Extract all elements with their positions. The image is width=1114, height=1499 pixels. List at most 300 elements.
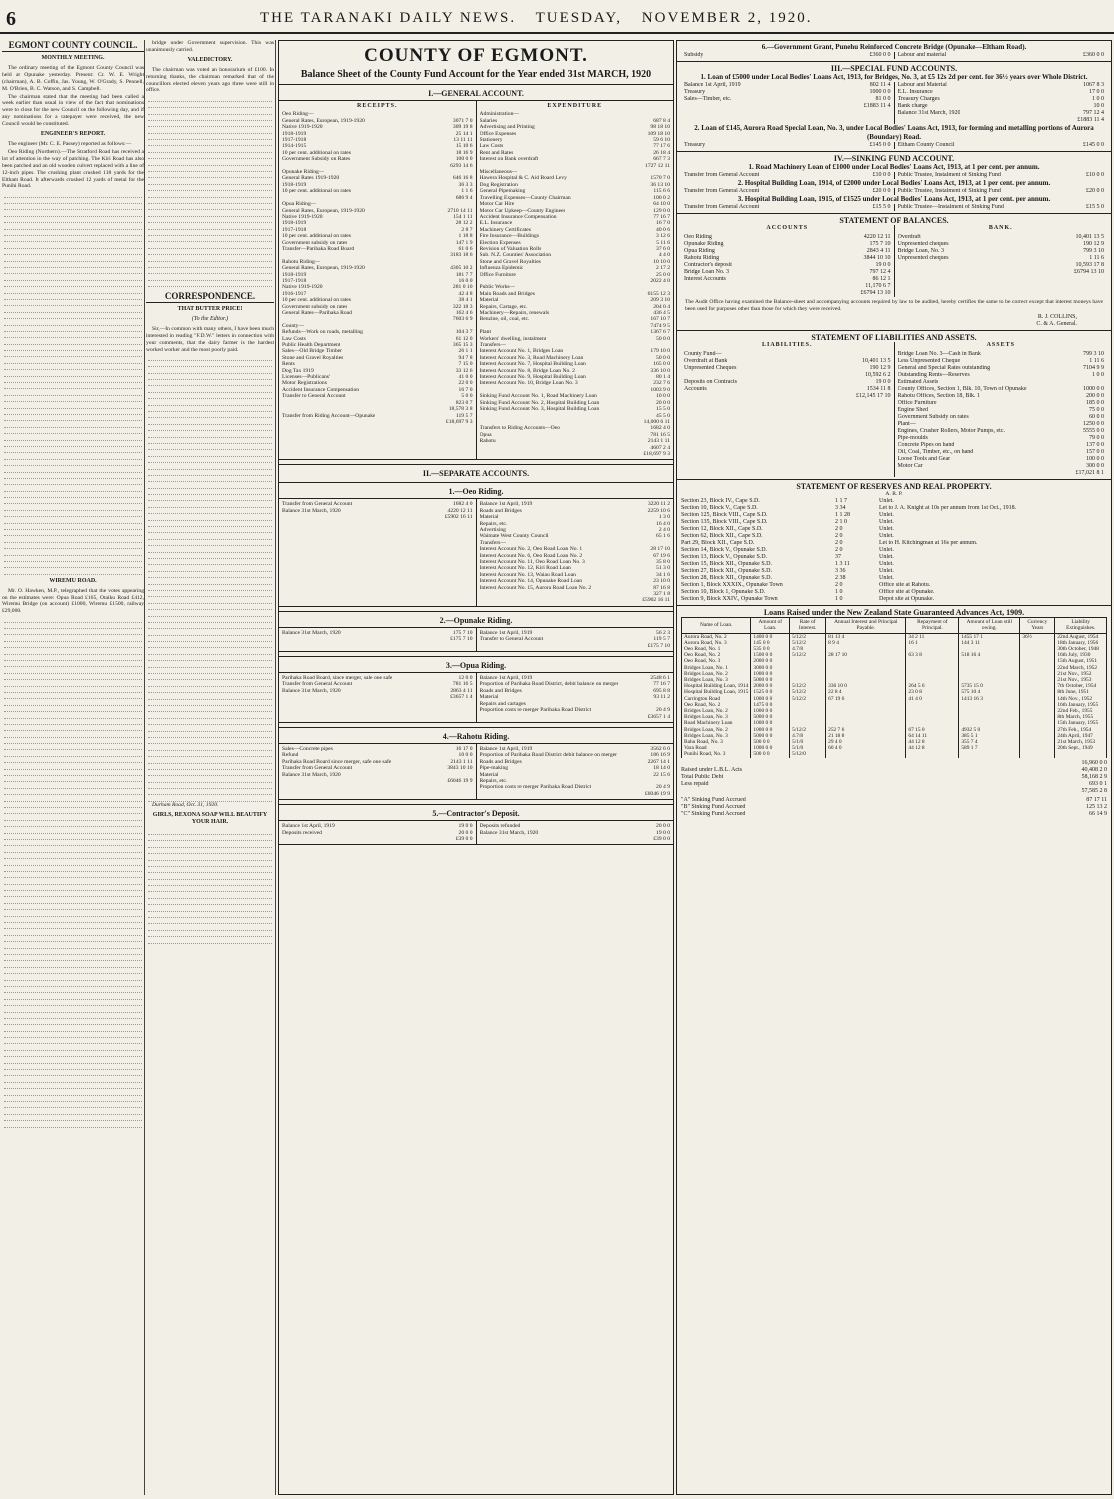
ledger-label: Public Trustee, Instalment of Sinking Fund (897, 172, 1001, 178)
ledger-amount: 109 18 10 (647, 130, 670, 137)
ledger-amount: £18,697 9 3 (643, 450, 670, 457)
liabilities-column (681, 342, 895, 477)
ledger-amount: 175 7 10 (869, 241, 891, 247)
reserve-area: 37 (835, 554, 841, 561)
ledger-label: Benzine, oil, coal, etc. (479, 316, 530, 323)
ledger-amount: £3657 1 4 (647, 713, 670, 720)
ledger-amount: 16 7 0 (656, 220, 670, 227)
loan-cell: Bridges Loan, No. 1 (682, 665, 751, 671)
ledger-amount: 365 15 3 (452, 342, 473, 349)
reserve-section: Section 28, Block XII., Opunake S.D. (681, 575, 772, 582)
reserve-note: Unlet. (879, 568, 894, 575)
reserve-section: Section 125, Block VIII., Cape S.D. (681, 512, 768, 519)
ledger-label: Sinking Fund Account No. 3, Hospital Building Loan (479, 406, 600, 413)
ledger-label: Opunake Riding— (282, 169, 325, 176)
article-body-text (146, 95, 274, 287)
ledger-amount: 51 3 0 (656, 565, 670, 572)
ledger-label: Interest Account No. 12, Kiri Road Loan (479, 565, 571, 572)
ledger-row (898, 52, 1105, 59)
ledger-row (898, 255, 1105, 262)
ledger-amount: 3183 18 6 (450, 252, 473, 259)
ledger-label: Material (479, 694, 499, 701)
loan-cell: 18th January, 1956 (1055, 640, 1107, 646)
engineer-report-heading: ENGINEER'S REPORT. (40, 131, 106, 138)
ledger-label: Plant (479, 329, 491, 336)
ledger-amount: £20 0 0 (1086, 188, 1104, 194)
ledger-label: Less Unpresented Cheque (897, 358, 961, 365)
ledger-amount: 81 0 0 (875, 96, 891, 102)
ledger-label: Transfer from General Account (684, 188, 760, 194)
ledger-row (681, 774, 1107, 781)
general-account-table (279, 100, 673, 460)
ledger-amount: 86 12 1 (872, 276, 891, 282)
loan-cell: 5/12/2 (790, 652, 826, 658)
ledger-row (681, 781, 1107, 788)
ledger-amount: 25 0 0 (656, 271, 670, 278)
sinking-accrued (681, 797, 1107, 818)
expenditure-rows (480, 111, 671, 457)
loan-cell: 36½ (1020, 633, 1055, 640)
ledger-label: Bridge Loan No. 3 (684, 269, 729, 275)
loan-cell: 145 0 0 (751, 640, 790, 646)
government-grant-section (677, 41, 1111, 62)
ledger-row (898, 82, 1105, 89)
ledger-label: Interest Account No. 13, Waiau Road Loan (479, 571, 576, 578)
ledger-label: Office Expenses (479, 130, 517, 137)
ledger-amount: 10,401 13 5 (1075, 234, 1104, 240)
ledger-label: 1914-1915 (282, 143, 307, 150)
ledger-row (898, 400, 1105, 407)
loans-table-body (682, 633, 1107, 758)
ledger-amount: 1 11 6 (1089, 255, 1104, 261)
ledger-label: Sales—Timber, etc. (684, 96, 732, 102)
separate-account-credit (477, 673, 674, 722)
special-fund-section (677, 62, 1111, 152)
ledger-label: Outstanding Rents—Reserves (897, 372, 970, 379)
ledger-row (480, 597, 671, 603)
loan-cell: Oeo Road, No. 2 (682, 702, 751, 708)
ledger-amount: 781 16 5 (452, 681, 473, 688)
ledger-right (895, 204, 1108, 211)
ledger-amount: 87 17 11 (1086, 796, 1107, 803)
reserve-note: Unlet. (879, 554, 894, 561)
ledger-label: Stone and Gravel Royalties (282, 354, 344, 361)
ledger-label: Refunds—Work on roads, metalling (282, 329, 363, 336)
ledger-row (684, 290, 891, 297)
ledger-label: Miscellaneous— (479, 169, 518, 176)
loan-cell: 1475 0 0 (751, 702, 790, 708)
ledger-label: Roads and Bridges (479, 687, 522, 694)
balance-sheet-subtitle: Balance Sheet of the County Fund Account for the Year ended 31st MARCH, 1920 (300, 69, 652, 80)
ledger-row (898, 442, 1105, 449)
loan-cell: 81 13 4 (826, 633, 906, 640)
loan-cell: 21st Nov., 1952 (1055, 671, 1107, 677)
ledger-amount: 300 0 0 (1086, 463, 1104, 470)
ledger-label: 1916-1917 (282, 290, 307, 297)
loan-cell: 15th January, 1955 (1055, 720, 1107, 726)
ledger-row (684, 172, 891, 179)
assets-column (895, 342, 1108, 477)
ledger-amount: 2 8 7 (461, 226, 473, 233)
ledger-label: Total Public Debt (681, 773, 724, 780)
ledger-label: Administration— (479, 111, 519, 118)
ledger-label: Rahotu (479, 438, 496, 445)
ledger-amount: 28 17 10 (650, 546, 670, 553)
ledger-amount: 4607 2 4 (650, 444, 670, 451)
reserve-section: Part 29, Block XII., Cape S.D. (681, 540, 755, 547)
ledger-label: Pipe-making (479, 765, 509, 772)
fund-block-title: 2. Loan of £145, Aurora Road Special Loan, No. 3, under Local Bodies' Loans Act, 1913, for forming and metalling portions of Aurora (Boundary) Road. (694, 124, 1094, 141)
reserve-note: Unlet. (879, 498, 894, 505)
ledger-amount: 1067 8 3 (1083, 82, 1104, 88)
ledger-label: General Rates, European, 1919-1920 (282, 117, 365, 124)
ledger-row (684, 204, 891, 211)
loan-cell: 60 4 0 (826, 745, 906, 751)
reserve-note: Office site at Rahotu. (879, 582, 931, 589)
ledger-amount: £360 0 0 (869, 52, 891, 58)
balances-title: STATEMENT OF BALANCES. (839, 216, 949, 225)
loan-cell: 67 15 0 (906, 727, 959, 733)
expenditure-heading: EXPENDITURE (547, 103, 603, 109)
reserve-section: Section 135, Block VIII., Cape S.D. (681, 519, 768, 526)
reserve-area: 1 0 (835, 589, 843, 596)
ledger-amount: £15 5 0 (1086, 204, 1104, 210)
liabilities-rows (684, 351, 891, 400)
ledger-row (898, 188, 1105, 195)
ledger-label: Overdraft (897, 234, 921, 240)
loans-title: Loans Raised under the New Zealand State Guaranteed Advances Act, 1909. (763, 608, 1025, 618)
fund-block-title: 3. Hospital Building Loan, 1915, of £1525 under Local Bodies' Loans Act, 1913, at 1 per cent. per annum. (737, 195, 1051, 203)
ledger-label: Advertising (479, 526, 506, 533)
ledger-label: Opua Riding (684, 248, 715, 254)
liabilities-section (677, 331, 1111, 480)
ledger-row (898, 379, 1105, 386)
loan-cell: 20th Sept., 1949 (1055, 745, 1107, 751)
ledger-label: Transfers— (479, 539, 507, 546)
ledger-amount: £15 5 0 (872, 204, 891, 210)
article-subheading: MONTHLY MEETING. (41, 55, 105, 61)
ledger-label: Parihaka Road Board, since merger, sale one safe (282, 675, 393, 682)
ledger-left (681, 172, 895, 179)
ledger-amount: 147 1 9 (455, 239, 473, 246)
ledger-label: Engines, Crusher Rollers, Motor Pumps, etc. (897, 428, 1005, 435)
paper-name: THE TARANAKI DAILY NEWS. (260, 10, 517, 26)
ledger-amount: 16 4 0 (656, 520, 670, 527)
loan-cell: 5/12/2 (790, 640, 826, 646)
ledger-amount: 797 12 4 (1083, 110, 1104, 116)
ledger-row (681, 767, 1107, 774)
loan-cell: 22 8 4 (826, 689, 906, 695)
ledger-row (898, 110, 1105, 117)
ledger-row (898, 248, 1105, 255)
ledger-amount: 2 4 0 (658, 526, 670, 533)
text-line-placeholder (148, 281, 272, 287)
ledger-amount: 4305 10 2 (450, 265, 473, 272)
loan-cell: 4932 5 0 (959, 727, 1020, 733)
ledger-amount: 10 10 0 (653, 258, 670, 265)
ledger-amount: 309 19 8 (452, 124, 473, 131)
ledger-row (898, 449, 1105, 456)
ledger-amount: 36 3 3 (458, 181, 473, 188)
ledger-amount: 26 18 4 (653, 149, 670, 156)
ledger-label: Oeo Riding (684, 234, 712, 240)
ledger-amount: 40 0 6 (656, 226, 670, 233)
ledger-amount: 1682 4 0 (650, 425, 670, 432)
loan-cell: 1000 0 0 (751, 727, 790, 733)
loan-cell: Vara Road (682, 745, 751, 751)
loans-table-header (682, 618, 1107, 633)
loan-cell (826, 751, 906, 757)
ledger-amount: 3071 7 0 (452, 117, 473, 124)
ledger-amount: 18 14 0 (653, 765, 670, 772)
ledger-label: Balance 1st April, 1919 (479, 501, 533, 508)
ledger-label: Election Expenses (479, 239, 521, 246)
reserve-row (681, 568, 1107, 575)
ledger-label: Subsidy (684, 52, 704, 58)
reserve-row (681, 512, 1107, 519)
ledger-label: Labour and Material (897, 82, 947, 88)
ledger-amount: 18 16 9 (455, 149, 473, 156)
loan-cell: 16th July, 1930 (1055, 652, 1107, 658)
loan-cell: 21st March, 1953 (1055, 739, 1107, 745)
loan-cell: Bridges Loan, No. 3 (682, 733, 751, 739)
ledger-row (684, 255, 891, 262)
ledger-label: Rahotu Offices, Section 18, Blk. 1 (897, 393, 981, 400)
ledger-row (898, 407, 1105, 414)
reserve-row (681, 561, 1107, 568)
ledger-row (684, 365, 891, 372)
loan-cell: 1000 0 0 (751, 720, 790, 726)
ledger-row (282, 419, 473, 425)
ledger-label: Roads and Bridges (479, 758, 522, 765)
ledger-amount: 281 0 10 (452, 284, 473, 291)
ledger-label: Interest Account No. 15, Aurora Road Loan No. 2 (479, 584, 592, 591)
ledger-amount: £17,021 8 1 (1075, 470, 1104, 477)
ledger-label: 1918-1919 (282, 181, 307, 188)
ledger-amount: 157 0 0 (1086, 449, 1104, 456)
ledger-amount: 165 0 0 (653, 361, 670, 368)
ledger-label: Interest Account No. 9, Hospital Building Loan (479, 374, 586, 381)
ledger-row (684, 358, 891, 365)
ledger-amount: 1 18 8 (458, 233, 473, 240)
ledger-left (681, 52, 895, 59)
ledger-label: Bridge Loan No. 3—Cash in Bank (897, 351, 981, 358)
loans-section (677, 606, 1111, 819)
ledger-label: E.L. Insurance (479, 220, 513, 227)
reserve-area: 2 0 (835, 547, 843, 554)
balances-accounts-column (681, 225, 895, 297)
ledger-label: Main Roads and Bridges (479, 290, 535, 297)
ledger-amount: 129 0 0 (653, 207, 670, 214)
ledger-row (282, 514, 473, 520)
fund-block-table (681, 82, 1107, 124)
receipts-rows (282, 111, 473, 425)
loan-cell: 41 4 0 (906, 696, 959, 702)
ledger-label: General Rates—Parihaka Road (282, 310, 352, 316)
ledger-amount: 3844 10 10 (863, 255, 891, 261)
loan-cell: 8th June, 1951 (1055, 689, 1107, 695)
ledger-amount: 19 0 0 (656, 829, 670, 836)
loan-cell: 5735 15 0 (959, 683, 1020, 689)
ledger-amount: 87 16 8 (653, 584, 670, 591)
ledger-amount: 19 0 0 (875, 379, 891, 386)
ledger-label: Interest Account No. 3, Road Machinery Loan (479, 354, 584, 361)
ledger-row (684, 283, 891, 290)
loan-cell: 500 0 0 (751, 739, 790, 745)
loan-cell: 3000 0 0 (751, 665, 790, 671)
wiremu-road-heading: WIREMU ROAD. (49, 577, 97, 584)
ledger-row (898, 463, 1105, 470)
page-number: 6 (6, 8, 16, 30)
ledger-amount: 37 6 0 (656, 245, 670, 252)
ledger-amount: £1883 11 4 (863, 103, 891, 109)
ledger-label: Repairs, etc. (479, 777, 508, 784)
ledger-amount: 1000 0 0 (1083, 386, 1104, 393)
loan-cell: Oeo Road, No. 1 (682, 646, 751, 652)
ledger-row (898, 269, 1105, 276)
ledger-row (684, 262, 891, 269)
ledger-label: Balance 1st April, 1919 (479, 745, 533, 752)
loan-cell: 23 0 8 (906, 689, 959, 695)
loan-cell: 355 7 4 (959, 739, 1020, 745)
ledger-label: Rahotu Riding (684, 255, 720, 261)
fund-block-table (681, 142, 1107, 149)
ledger-amount: 687 8 4 (653, 117, 670, 124)
correspondence-heading: CORRESPONDENCE. (146, 291, 274, 303)
loan-cell: 5000 0 0 (751, 733, 790, 739)
assets-rows (898, 351, 1105, 477)
ledger-label: Balance 31st March, 1920 (897, 110, 961, 116)
reserve-area: 1 0 (835, 596, 843, 603)
ledger-row (282, 694, 473, 700)
loan-cell: 1525 0 0 (751, 689, 790, 695)
ledger-label: Material (479, 514, 499, 521)
ledger-label: Law Costs (479, 143, 504, 150)
ledger-row (898, 117, 1105, 124)
ledger-label: Transfer from General Account (282, 681, 353, 688)
ledger-amount: £5902 16 11 (444, 514, 473, 521)
ledger-row (681, 811, 1107, 818)
loans-column-header: Rate of Interest. (790, 618, 826, 633)
ledger-amount: 1 11 6 (1089, 358, 1104, 365)
ledger-label: 10 per cent. additional on rates (282, 297, 351, 304)
reserve-area: 2 0 (835, 582, 843, 589)
ledger-label: Rents (282, 361, 295, 368)
ledger-amount: 14,000 6 11 (643, 418, 670, 425)
ledger-amount: £145 0 0 (1083, 142, 1104, 148)
reserve-note: Unlet. (879, 561, 894, 568)
ledger-label: Machinery Certificates (479, 226, 531, 233)
ledger-label: County— (282, 322, 305, 329)
loan-cell: 575 10 4 (959, 689, 1020, 695)
ledger-label: Oil, Coal, Timber, etc., on hand (897, 449, 974, 456)
audit-signature: R. J. COLLINS, (1037, 314, 1077, 321)
ledger-amount: 61 12 0 (455, 335, 473, 342)
column-egmont-council (2, 40, 144, 1495)
ledger-amount: 56 2 3 (656, 629, 670, 636)
reserve-row (681, 540, 1107, 547)
balances-accounts-rows (684, 234, 891, 297)
loans-column-header: Currency Years (1020, 618, 1055, 633)
separate-account-table (279, 627, 673, 652)
ledger-label: Accident Insurance Compensation (479, 213, 557, 220)
ledger-label: Dog Tax 1919 (282, 367, 314, 374)
ledger-amount: 42 4 8 (458, 290, 473, 297)
reserve-note: Unlet. (879, 547, 894, 554)
text-line-placeholder (148, 937, 272, 943)
loans-column-header: Amount of Loan still owing. (959, 618, 1020, 633)
ledger-label: Bridge Loan, No. 3 (897, 248, 944, 254)
ledger-label: Balance 31st March, 1920 (479, 829, 539, 836)
ledger-row (898, 172, 1105, 179)
loan-cell: 24th April, 1947 (1055, 733, 1107, 739)
receipts-heading: RECEIPTS. (356, 103, 398, 109)
loan-cell: 16 1 (906, 640, 959, 646)
separate-account-debit (279, 744, 477, 799)
ledger-label: Refund (282, 752, 299, 759)
ledger-row (898, 393, 1105, 400)
ledger-amount: 98 18 10 (650, 124, 670, 131)
ledger-amount: 2143 1 11 (647, 438, 670, 445)
reserve-row (681, 498, 1107, 505)
ledger-label: 10 per cent. additional on rates (282, 149, 351, 156)
ledger-amount: 40,408 2 0 (1081, 766, 1107, 773)
ledger-label: General Rates 1919-1920 (282, 175, 340, 182)
reserve-note: Unlet. (879, 575, 894, 582)
separate-account-table (279, 820, 673, 845)
ledger-row (898, 204, 1105, 211)
ledger-label: Interest Account No. 11, Oeo Road Loan No. 3 (479, 559, 585, 565)
liabilities-heading: LIABILITIES. (761, 342, 813, 349)
separate-account-debit (279, 821, 477, 844)
reserves-rows (681, 498, 1107, 603)
letter-subheading: (To the Editor.) (191, 315, 229, 322)
ledger-amount: 1250 0 0 (1083, 421, 1104, 428)
ledger-label: Interest on Bank overdraft (479, 156, 539, 163)
ledger-amount: 7 15 0 (458, 361, 473, 368)
ledger-amount: 28 12 2 (455, 220, 473, 227)
ledger-amount: 1 1 6 (461, 188, 473, 195)
reserve-row (681, 589, 1107, 596)
ledger-label: E.L. Insurance (897, 89, 933, 95)
ledger-label: Sinking Fund Account No. 1, Road Machinery Loan (479, 393, 597, 400)
fund-block-table (681, 172, 1107, 179)
reserve-row (681, 526, 1107, 533)
ledger-row (684, 188, 891, 195)
ledger-amount: 209 3 10 (650, 297, 670, 304)
article-paragraph: Mr. O. Hawken, M.P., telegraphed that the votes appearing on the estimates were: Opua Road £165, Otaiku Road £412, Wiremu Bridge (on account) £1000, Wiremu £1500, railway £29,000. (2, 587, 144, 615)
valedictory-heading: VALEDICTORY. (187, 56, 233, 63)
separate-account-debit (279, 628, 477, 651)
ledger-amount: 65 1 6 (656, 533, 670, 540)
reserve-area: 2 0 (835, 533, 843, 540)
ledger-amount: 186 16 9 (650, 752, 670, 759)
ledger-label: Public Trustee—Instalment of Sinking Fund (897, 204, 1004, 210)
separate-account-title: 3.—Opua Riding. (279, 656, 673, 670)
loan-cell: 1000 0 0 (751, 745, 790, 751)
sinking-fund-section (677, 152, 1111, 214)
loan-cell: Hospital Building Loan, 1915 (682, 689, 751, 695)
loan-cell: 64 14 11 (906, 733, 959, 739)
ledger-amount: 2 17 2 (656, 265, 670, 272)
ledger-label: 1917-1918 (282, 226, 307, 233)
ledger-label: "B" Sinking Fund Accrued (681, 803, 746, 810)
ledger-amount: 11,170 6 7 (865, 283, 891, 289)
ledger-amount: £360 0 0 (1083, 52, 1104, 58)
ledger-label: Unpresented Cheques (684, 365, 737, 372)
ledger-amount: 115 6 6 (653, 188, 670, 195)
ledger-label: 1918-1919 (282, 130, 307, 137)
